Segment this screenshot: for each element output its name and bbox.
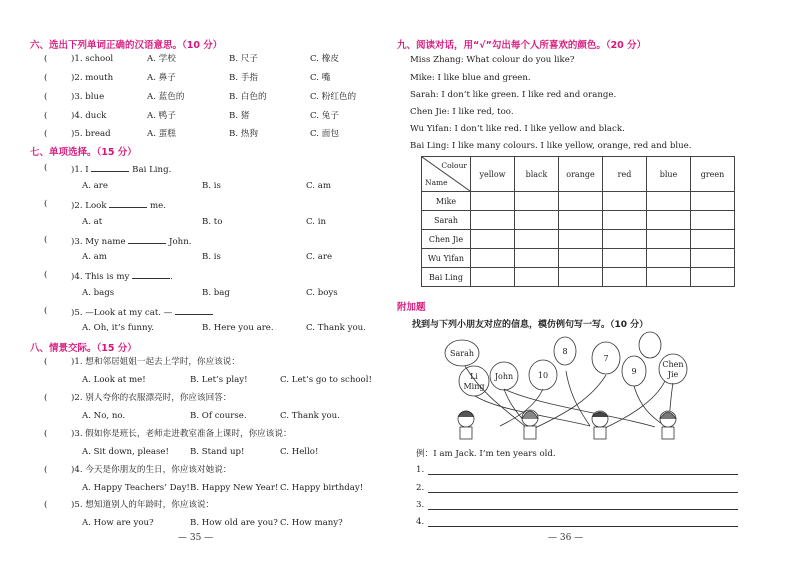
check-cell[interactable] [603,268,647,287]
option-c[interactable]: C. in [306,217,327,227]
section-8-title: 八、情景交际。（15 分） [30,343,137,354]
answer-paren[interactable]: ( [44,73,48,83]
check-cell[interactable] [559,268,603,287]
answer-paren[interactable]: ( [44,129,48,139]
section-9-title: 九、阅读对话，用“√”勾出每个人所喜欢的颜色。（20 分） [397,40,647,51]
option-c[interactable]: C. 嘴 [310,73,331,83]
option-c[interactable]: C. are [306,252,333,262]
option-b[interactable]: B. Stand up! [190,447,245,457]
colour-header: orange [559,157,603,192]
option-a[interactable]: A. Oh, it’s funny. [82,323,155,333]
answer-paren[interactable]: ( [44,235,48,245]
fill-blank[interactable] [109,198,147,208]
answer-paren[interactable]: ( [44,306,48,316]
person-name: Mike [422,192,471,211]
check-cell[interactable] [515,268,559,287]
option-c[interactable]: C. 面包 [310,129,339,139]
svg-text:8: 8 [562,347,568,356]
section-7-title: 七、单项选择。（15 分） [30,147,137,158]
option-c[interactable]: C. 橡皮 [310,54,339,64]
option-c[interactable]: C. Hello! [280,447,319,457]
option-b[interactable]: B. How old are you? [190,518,278,528]
option-a[interactable]: A. 蓝色的 [147,92,185,102]
writing-line-1[interactable]: 1. [416,465,746,475]
check-cell[interactable] [559,211,603,230]
check-cell[interactable] [559,230,603,249]
s6-question-3: ( )3. blue A. 蓝色的 B. 白色的 C. 粉红色的 [44,92,357,102]
option-a[interactable]: A. 学校 [147,54,176,64]
page-number: — 35 — [178,533,214,543]
s7-options-4 [44,287,384,299]
person-name: Sarah [422,211,471,230]
answer-paren[interactable]: ( [44,357,48,367]
fill-blank[interactable] [175,305,213,315]
table-corner-header: Colour Name [422,157,471,192]
option-b[interactable]: B. 尺子 [229,54,258,64]
s7-options-2 [44,216,384,228]
check-cell[interactable] [559,249,603,268]
fill-blank[interactable] [132,269,170,279]
child-figure-3 [592,411,608,439]
s8-question-4: ( )4. 今天是你朋友的生日，你应该对她说： [44,465,232,475]
check-cell[interactable] [515,230,559,249]
answer-paren[interactable]: ( [44,270,48,280]
option-b[interactable]: B. is [202,181,221,191]
check-cell[interactable] [691,211,735,230]
check-cell[interactable] [515,211,559,230]
option-c[interactable]: C. 兔子 [310,111,339,121]
answer-paren[interactable]: ( [44,500,48,510]
check-cell[interactable] [603,192,647,211]
option-b[interactable]: B. 热狗 [229,129,258,139]
svg-text:Li: Li [470,372,478,381]
colour-header: blue [647,157,691,192]
s8-options-3 [44,446,384,458]
writing-line-4[interactable]: 4. [416,517,746,527]
table-row [422,268,735,287]
option-a[interactable]: A. are [82,181,108,191]
svg-text:Sarah: Sarah [450,349,474,358]
s8-question-3: ( )3. 假如你是班长，老师走进教室准备上课时，你应该说： [44,429,292,439]
check-cell[interactable] [603,211,647,230]
option-a[interactable]: A. How are you? [82,518,154,528]
colour-header: green [691,157,735,192]
option-a[interactable]: A. am [82,252,107,262]
option-a[interactable]: A. 鸭子 [147,111,176,121]
check-cell[interactable] [691,192,735,211]
check-cell[interactable] [603,230,647,249]
colour-header: yellow [471,157,515,192]
check-cell[interactable] [471,211,515,230]
dialogue-line: Sarah: I don’t like green. I like red and orange. [410,90,617,100]
child-figure-4 [660,411,676,439]
balloon-chenjie [659,354,687,384]
answer-paren[interactable]: ( [44,393,48,403]
check-cell[interactable] [647,211,691,230]
option-a[interactable]: A. Happy Teachers’ Day! [82,483,190,493]
s8-question-5: ( )5. 想知道别人的年龄时，你应该说： [44,500,215,510]
check-cell[interactable] [603,249,647,268]
table-row [422,230,735,249]
writing-line-2[interactable]: 2. [416,483,746,493]
option-c[interactable]: C. 粉红色的 [310,92,357,102]
svg-text:10: 10 [537,371,549,380]
option-b[interactable]: B. is [202,252,221,262]
answer-paren[interactable]: ( [44,429,48,439]
dialogue-line: Wu Yifan: I don’t like red. I like yellow and black. [410,124,625,134]
option-b[interactable]: B. Let’s play! [190,375,248,385]
person-name: Chen Jie [422,230,471,249]
option-c[interactable]: C. Let’s go to school! [280,375,372,385]
s6-question-1: ( )1. school A. 学校 B. 尺子 C. 橡皮 [44,54,339,64]
bonus-title: 附加题 [397,302,426,313]
option-b[interactable]: B. Happy New Year! [190,483,279,493]
child-figure-1 [458,411,474,439]
check-cell[interactable] [515,249,559,268]
section-6-title: 六、选出下列单词正确的汉语意思。（10 分） [30,40,223,51]
check-cell[interactable] [471,268,515,287]
example-sentence: 例：I am Jack. I’m ten years old. [416,449,556,459]
check-cell[interactable] [647,230,691,249]
colour-header: black [515,157,559,192]
option-a[interactable]: A. at [82,217,103,227]
s7-options-3 [44,251,384,263]
dialogue-line: Chen Jie: I like red, too. [410,107,514,117]
option-a[interactable]: A. Sit down, please! [82,447,169,457]
option-a[interactable]: A. bags [82,288,115,298]
fill-blank[interactable] [91,162,129,172]
option-b[interactable]: B. bag [202,288,230,298]
s8-options-5 [44,517,384,529]
bonus-question: 找到与下列小朋友对应的信息，模仿例句写一写。（10 分） [412,320,649,330]
child-figure-2 [522,410,538,439]
option-b[interactable]: B. 猪 [229,111,250,121]
answer-paren[interactable]: ( [44,163,48,173]
option-b[interactable]: B. 白色的 [229,92,267,102]
dialogue-line: Bai Ling: I like many colours. I like yellow, orange, red and blue. [410,141,692,151]
check-cell[interactable] [471,249,515,268]
fill-blank[interactable] [128,234,166,244]
check-cell[interactable] [559,192,603,211]
table-row [422,249,735,268]
svg-text:Chen: Chen [662,360,684,369]
check-cell[interactable] [471,192,515,211]
s6-question-4: ( )4. duck A. 鸭子 B. 猪 C. 兔子 [44,111,339,121]
option-c[interactable]: C. boys [306,288,338,298]
option-a[interactable]: A. No, no. [82,411,126,421]
page-number: — 36 — [548,533,584,543]
svg-text:Jie: Jie [667,370,679,379]
person-name: Wu Yifan [422,249,471,268]
option-c[interactable]: C. How many? [280,518,343,528]
option-a[interactable]: A. 蛋糕 [147,129,176,139]
s7-question-2: ( )2. Look me. [44,199,166,211]
table-row [422,192,735,211]
table-row [422,211,735,230]
s7-question-5: ( )5. —Look at my cat. — [44,305,384,317]
option-c[interactable]: C. Thank you. [306,323,366,333]
balloon-liming [459,366,489,396]
colour-header: red [603,157,647,192]
option-c[interactable]: C. am [306,181,332,191]
option-b[interactable]: B. Here you are. [202,323,274,333]
option-b[interactable]: B. to [202,217,223,227]
answer-paren[interactable]: ( [44,92,48,102]
option-c[interactable]: C. Happy birthday! [280,483,364,493]
answer-paren[interactable]: ( [44,199,48,209]
check-cell[interactable] [647,268,691,287]
s8-question-2: ( )2. 别人夸你的衣服漂亮时，你应该回答： [44,393,232,403]
s7-options-5 [44,322,384,334]
writing-line-3[interactable]: 3. [416,500,746,510]
check-cell[interactable] [647,192,691,211]
svg-text:7: 7 [603,354,609,363]
option-b[interactable]: B. 手指 [229,73,258,83]
svg-text:John: John [494,372,514,381]
s7-question-1: ( )1. I Bai Ling. [44,163,172,175]
answer-paren[interactable]: ( [44,111,48,121]
s8-question-1: ( )1. 想和邻居姐姐一起去上学时，你应该说： [44,357,240,367]
check-cell[interactable] [647,249,691,268]
svg-text:9: 9 [631,367,637,376]
s8-options-1 [44,374,384,386]
balloon-string [566,371,590,426]
s7-options-1 [44,180,384,192]
answer-paren[interactable]: ( [44,54,48,64]
svg-text:Ming: Ming [463,382,485,391]
colour-table [421,156,735,287]
person-name: Bai Ling [422,268,471,287]
option-a[interactable]: A. 鼻子 [147,73,176,83]
check-cell[interactable] [691,230,735,249]
check-cell[interactable] [471,230,515,249]
check-cell[interactable] [691,268,735,287]
s6-question-2: ( )2. mouth A. 鼻子 B. 手指 C. 嘴 [44,73,331,83]
option-b[interactable]: B. Of course. [190,411,247,421]
dialogue-line: Mike: I like blue and green. [410,73,531,83]
balloon-plain [639,332,661,358]
balloons-illustration [440,331,700,443]
s7-question-4: ( )4. This is my . [44,270,173,282]
check-cell[interactable] [691,249,735,268]
option-a[interactable]: A. Look at me! [82,375,146,385]
answer-paren[interactable]: ( [44,465,48,475]
s8-options-2 [44,410,384,422]
s8-options-4 [44,482,384,494]
check-cell[interactable] [515,192,559,211]
dialogue-line: Miss Zhang: What colour do you like? [410,55,575,65]
s6-question-5: ( )5. bread A. 蛋糕 B. 热狗 C. 面包 [44,129,339,139]
option-c[interactable]: C. Thank you. [280,411,340,421]
s7-question-3: ( )3. My name John. [44,235,192,247]
